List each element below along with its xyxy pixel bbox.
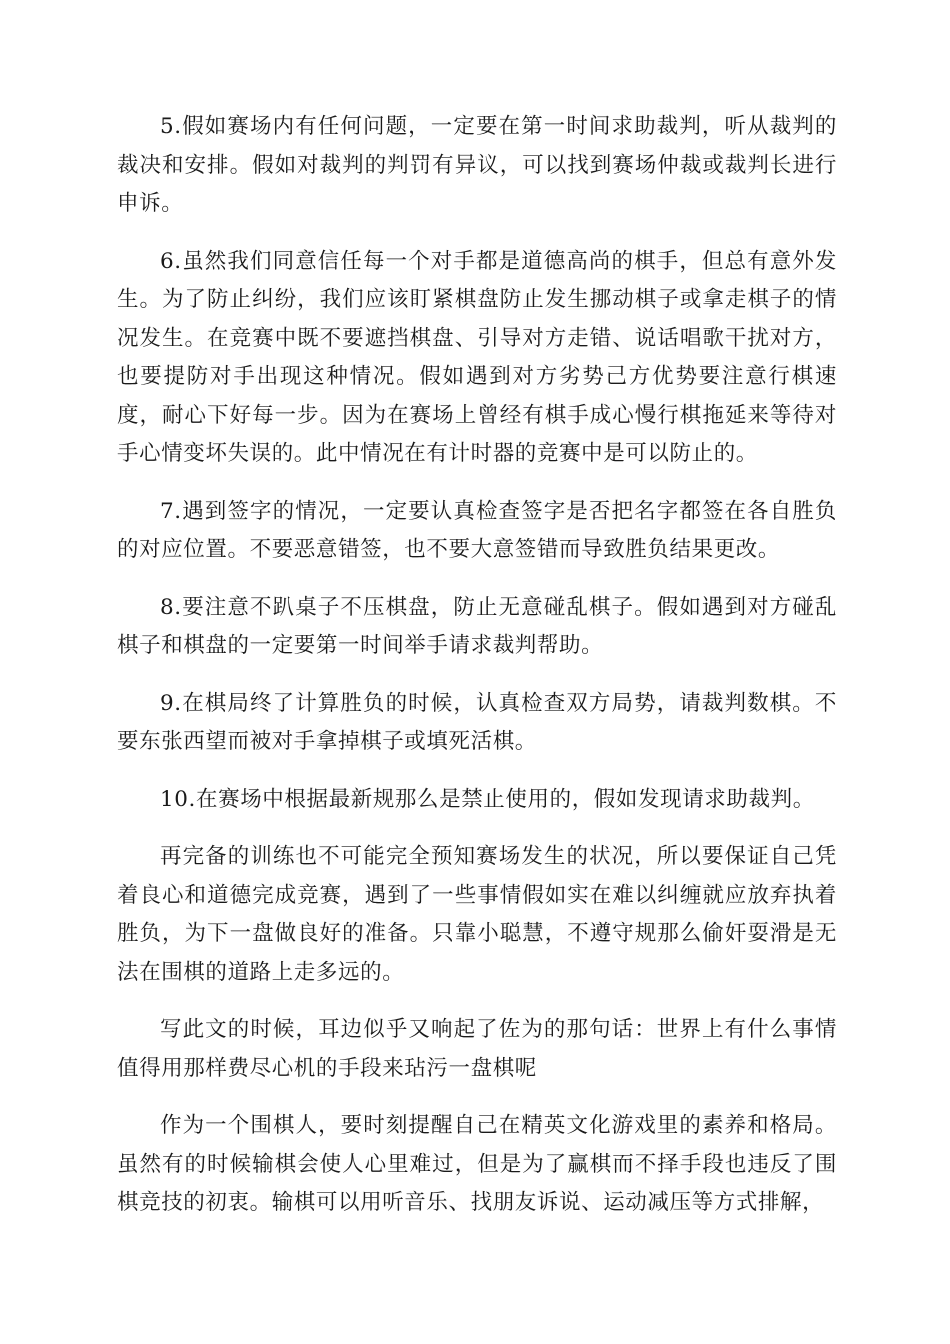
document-body: [117, 108, 837, 1242]
paragraph-rule-6: 6.虽然我们同意信任每一个对手都是道德高尚的棋手，但总有意外发生。为了防止纠纷，我们应该盯紧棋盘防止发生挪动棋子或拿走棋子的情况发生。在竞赛中既不要遮挡棋盘、引导对方走错、说话唱歌干扰对方，也要提防对手出现这种情况。假如遇到对方劣势己方优势要注意行棋速度，耐心下好每一步。因为在赛场上曾经有棋手成心慢行棋拖延来等待对手心情变坏失误的。此中情况在有计时器的竞赛中是可以防止的。: [117, 248, 837, 466]
paragraph-rule-7: 7.遇到签字的情况，一定要认真检查签字是否把名字都签在各自胜负的对应位置。不要恶意错签，也不要大意签错而导致胜负结果更改。: [117, 498, 837, 562]
paragraph-rule-5: 5.假如赛场内有任何问题，一定要在第一时间求助裁判，听从裁判的裁决和安排。假如对裁判的判罚有异议，可以找到赛场仲裁或裁判长进行申诉。: [117, 114, 837, 216]
paragraph-summary: 再完备的训练也不可能完全预知赛场发生的状况，所以要保证自己凭着良心和道德完成竞赛，遇到了一些事情假如实在难以纠缠就应放弃执着胜负，为下一盘做良好的准备。只靠小聪慧，不遵守规那么偷奸耍滑是无法在围棋的道路上走多远的。: [117, 844, 837, 985]
paragraph-rule-9: 9.在棋局终了计算胜负的时候，认真检查双方局势，请裁判数棋。不要东张西望而被对手拿掉棋子或填死活棋。: [117, 690, 837, 754]
paragraph-closing: 作为一个围棋人，要时刻提醒自己在精英文化游戏里的素养和格局。虽然有的时候输棋会使人心里难过，但是为了赢棋而不择手段也违反了围棋竞技的初衷。输棋可以用听音乐、找朋友诉说、运动减压等方式排解，: [117, 1113, 837, 1215]
paragraph-rule-10: 10.在赛场中根据最新规那么是禁止使用的，假如发现请求助裁判。: [160, 786, 815, 812]
paragraph-rule-8: 8.要注意不趴桌子不压棋盘，防止无意碰乱棋子。假如遇到对方碰乱棋子和棋盘的一定要第一时间举手请求裁判帮助。: [117, 594, 837, 658]
paragraph-quote: 写此文的时候，耳边似乎又响起了佐为的那句话：世界上有什么事情值得用那样费尽心机的手段来玷污一盘棋呢: [117, 1017, 837, 1081]
